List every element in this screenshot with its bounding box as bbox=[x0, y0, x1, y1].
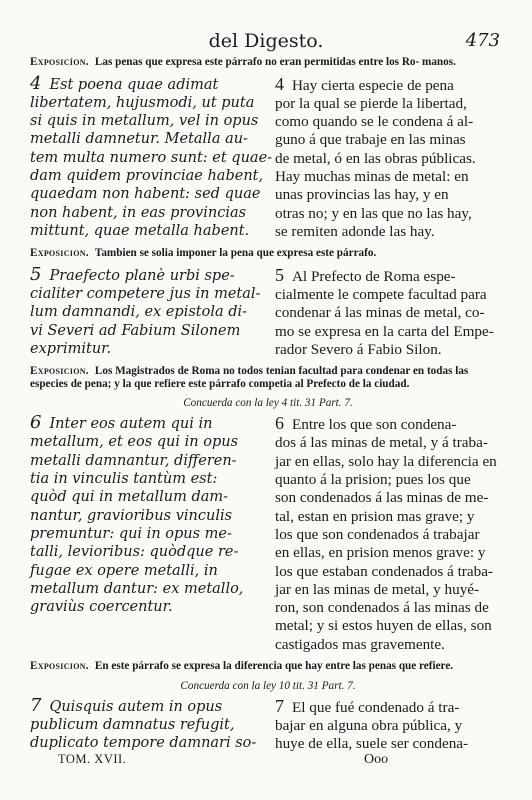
left-text: metalli damnantur, differen- bbox=[30, 452, 237, 469]
left-text: publicum damnatus refugit, bbox=[30, 716, 235, 733]
right-text-line bbox=[275, 113, 506, 131]
paragraph-pair bbox=[30, 72, 506, 242]
latin-column bbox=[30, 72, 275, 242]
left-text: metalli damnetur. Metalla au- bbox=[30, 131, 248, 148]
paragraph-number: 5 bbox=[30, 263, 42, 285]
right-text-line bbox=[275, 581, 506, 599]
right-text-line bbox=[275, 489, 506, 507]
exposicion-label: Exposicion. bbox=[30, 247, 89, 260]
left-text-line bbox=[30, 716, 275, 734]
right-text-line bbox=[275, 697, 506, 717]
right-text: Entre los que son condena- bbox=[291, 416, 457, 434]
signature-mark: Ooo bbox=[364, 752, 389, 767]
right-text-line bbox=[275, 341, 506, 359]
left-text: cialiter competere jus in metal- bbox=[30, 285, 261, 302]
left-text: Quisquis autem in opus bbox=[49, 698, 223, 715]
right-text: metal; y si estos huyen de ellas, son bbox=[274, 617, 492, 635]
left-text-line bbox=[30, 734, 275, 752]
right-text-line bbox=[275, 471, 506, 489]
exposicion-line: refiere. bbox=[419, 660, 454, 673]
right-text: guno á que trabaje en las minas bbox=[274, 131, 466, 149]
paragraph-number: 7 bbox=[274, 695, 284, 716]
right-text-line bbox=[275, 599, 506, 617]
page-footer bbox=[58, 752, 492, 766]
right-text: unas provincias las hay, y en bbox=[274, 186, 449, 204]
right-text-line bbox=[275, 168, 506, 186]
left-text-line bbox=[30, 340, 275, 358]
right-text: quanto á la prision; pues los que bbox=[274, 471, 471, 489]
spanish-column bbox=[275, 414, 506, 654]
left-text: non habent, in eas provincias bbox=[30, 204, 247, 221]
left-text: dam quidem provinciae habent, bbox=[30, 167, 264, 184]
right-text-line bbox=[275, 717, 506, 735]
left-text: exprimitur. bbox=[30, 340, 112, 357]
paragraph-number: 6 bbox=[30, 412, 42, 434]
right-text: bajar en alguna obra pública, y bbox=[274, 716, 463, 734]
right-text-line bbox=[275, 563, 506, 581]
right-text: castigados mas gravemente. bbox=[274, 635, 445, 653]
exposicion-line: En este párrafo se expresa la diferencia que hay entre las penas que bbox=[94, 660, 417, 673]
right-text-line bbox=[275, 150, 506, 168]
exposicion-note bbox=[30, 660, 506, 673]
left-text-line bbox=[30, 185, 275, 203]
left-text: graviùs coercentur. bbox=[30, 599, 173, 616]
left-text: nantur, gravioribus vinculis bbox=[30, 507, 233, 524]
right-text-line bbox=[275, 286, 506, 304]
running-title: del Digesto. bbox=[208, 30, 324, 52]
right-text: Hay cierta especie de pena bbox=[291, 76, 454, 94]
right-text: son condenados á las minas de me- bbox=[274, 489, 489, 507]
volume-label: TOM. XVII. bbox=[58, 752, 127, 766]
page-body bbox=[30, 56, 506, 759]
left-text-line bbox=[30, 694, 275, 716]
right-text: como quando se le condena á al- bbox=[274, 113, 474, 131]
right-text-line bbox=[275, 526, 506, 544]
left-text: quòd qui in metallum dam- bbox=[30, 489, 229, 506]
right-text-line bbox=[275, 266, 506, 286]
right-text-line bbox=[275, 131, 506, 149]
exposicion-line: Las penas que expresa este párrafo no eran permitidas entre los Ro- bbox=[94, 56, 420, 68]
right-text-line bbox=[275, 508, 506, 526]
right-text: los que son condenados á trabajar bbox=[274, 525, 480, 543]
left-text: talli, levioribus: quòdque re- bbox=[30, 544, 239, 561]
right-text-line bbox=[275, 95, 506, 113]
left-text-line bbox=[30, 488, 275, 506]
left-text: vi Severi ad Fabium Silonem bbox=[30, 322, 241, 339]
exposicion-note bbox=[30, 365, 506, 390]
left-text: libertatem, hujusmodi, ut puta bbox=[30, 94, 255, 111]
right-text-line bbox=[275, 205, 506, 223]
left-text: si quis in metallum, vel in opus bbox=[30, 113, 259, 130]
left-text: Inter eos autem qui in bbox=[49, 416, 213, 433]
spanish-column bbox=[275, 75, 506, 242]
right-text: jar en ellas, solo hay la diferencia en bbox=[274, 452, 497, 470]
left-text-line bbox=[30, 507, 275, 525]
left-text: lum damnandi, ex epistola di- bbox=[30, 304, 248, 321]
right-text-line bbox=[275, 186, 506, 204]
right-text: en ellas, en prision menos grave: y bbox=[274, 544, 486, 562]
right-text-line bbox=[275, 434, 506, 452]
left-text: fugae ex opere metalli, in bbox=[30, 562, 218, 579]
concordance-line: Concuerda con la ley 4 tit. 31 Part. 7. bbox=[183, 397, 353, 410]
right-text: los que estaban condenados á traba- bbox=[274, 562, 493, 580]
paragraph-number: 4 bbox=[30, 72, 42, 94]
concordance-line: Concuerda con la ley 10 tit. 31 Part. 7. bbox=[180, 679, 356, 692]
left-text: metallum dantur: ex metallo, bbox=[30, 580, 244, 597]
right-text: tal, estan en prision mas grave; y bbox=[274, 507, 475, 525]
exposicion-label: Exposicíon. bbox=[30, 56, 89, 68]
left-text-line bbox=[30, 94, 275, 112]
right-text: ron, son condenados á las minas de bbox=[274, 599, 489, 617]
left-text-line bbox=[30, 149, 275, 167]
running-header bbox=[26, 30, 506, 52]
left-text: premuntur: qui in opus me- bbox=[30, 525, 232, 542]
spanish-column bbox=[275, 697, 506, 754]
left-text-line bbox=[30, 433, 275, 451]
right-text-line bbox=[275, 453, 506, 471]
exposicion-line: la ciudad. bbox=[362, 377, 410, 390]
paragraph-pair bbox=[30, 694, 506, 754]
exposicion-line: Los Magistrados de Roma no todos tenian facultad para condenar en bbox=[94, 365, 425, 378]
right-text: por la qual se pierde la libertad, bbox=[274, 94, 467, 112]
right-text: Al Prefecto de Roma espe- bbox=[291, 267, 456, 285]
paragraph-pair bbox=[30, 263, 506, 359]
right-text-line bbox=[275, 223, 506, 241]
left-text-line bbox=[30, 562, 275, 580]
left-text-line bbox=[30, 598, 275, 616]
right-text-line bbox=[275, 636, 506, 654]
left-text: Praefecto planè urbi spe- bbox=[49, 267, 235, 284]
paragraph-number: 7 bbox=[30, 694, 42, 716]
left-text-line bbox=[30, 452, 275, 470]
right-text: otras no; y en las que no las hay, bbox=[274, 204, 472, 222]
right-text-line bbox=[275, 617, 506, 635]
paragraph-number: 6 bbox=[274, 413, 284, 434]
right-text: huye de ella, suele ser condena- bbox=[274, 735, 469, 753]
left-text-line bbox=[30, 112, 275, 130]
latin-column bbox=[30, 694, 275, 754]
left-text-line bbox=[30, 322, 275, 340]
right-text: condenar á las minas de metal, co- bbox=[274, 304, 485, 322]
left-text-line bbox=[30, 470, 275, 488]
left-text: Est poena quae adimat bbox=[49, 76, 219, 93]
right-text-line bbox=[275, 414, 506, 434]
right-text: se remiten adonde las hay. bbox=[274, 222, 435, 240]
left-text: mittunt, quae metalla habent. bbox=[30, 222, 250, 239]
right-text: mo se expresa en la carta del Empe- bbox=[274, 322, 494, 340]
paragraph-number: 4 bbox=[274, 73, 284, 94]
left-text-line bbox=[30, 222, 275, 240]
left-text: quaedam non habent: sed quae bbox=[30, 186, 261, 203]
left-text: tia in vinculis tantùm est: bbox=[30, 471, 218, 488]
left-text-line bbox=[30, 580, 275, 598]
latin-column bbox=[30, 414, 275, 654]
right-text-line bbox=[275, 75, 506, 95]
left-text-line bbox=[30, 414, 275, 433]
left-text-line bbox=[30, 167, 275, 185]
left-text-line bbox=[30, 303, 275, 321]
left-text: metallum, et eos qui in opus bbox=[30, 434, 239, 451]
paragraph-pair bbox=[30, 414, 506, 654]
right-text: Hay muchas minas de metal: en bbox=[274, 167, 469, 185]
exposicion-note bbox=[30, 247, 506, 260]
right-text: de metal, ó en las obras públicas. bbox=[274, 149, 476, 167]
exposicion-line: Tambien se solia imponer la pena que expresa este párrafo. bbox=[94, 247, 377, 260]
left-text-line bbox=[30, 204, 275, 222]
latin-column bbox=[30, 263, 275, 359]
right-text: dos á las minas de metal, y á traba- bbox=[274, 434, 488, 452]
right-text: jar en las minas de metal, y huyé- bbox=[274, 580, 480, 598]
right-text-line bbox=[275, 323, 506, 341]
exposicion-label: Exposicion. bbox=[30, 660, 89, 673]
exposicion-note bbox=[30, 56, 506, 69]
exposicion-line: manos. bbox=[422, 56, 456, 68]
left-text: duplicato tempore damnari so- bbox=[30, 735, 257, 752]
left-text-line bbox=[30, 72, 275, 94]
left-text-line bbox=[30, 543, 275, 561]
left-text-line bbox=[30, 285, 275, 303]
right-text: El que fué condenado á tra- bbox=[291, 698, 460, 716]
exposicion-line: todas las especies de pena; y la que refiere este párrafo competia al Prefecto de bbox=[30, 365, 469, 390]
right-text-line bbox=[275, 544, 506, 562]
right-text-line bbox=[275, 304, 506, 322]
right-text-line bbox=[275, 735, 506, 753]
left-text-line bbox=[30, 263, 275, 285]
exposicion-label: Exposicion. bbox=[30, 365, 89, 378]
paragraph-number: 5 bbox=[274, 264, 284, 285]
spanish-column bbox=[275, 266, 506, 359]
left-text: tem multa numero sunt: et quae- bbox=[30, 149, 273, 166]
right-text: rador Severo á Fabio Silon. bbox=[274, 340, 442, 358]
right-text: cialmente le compete facultad para bbox=[274, 285, 487, 303]
left-text-line bbox=[30, 130, 275, 148]
page-number: 473 bbox=[465, 30, 500, 51]
left-text-line bbox=[30, 525, 275, 543]
